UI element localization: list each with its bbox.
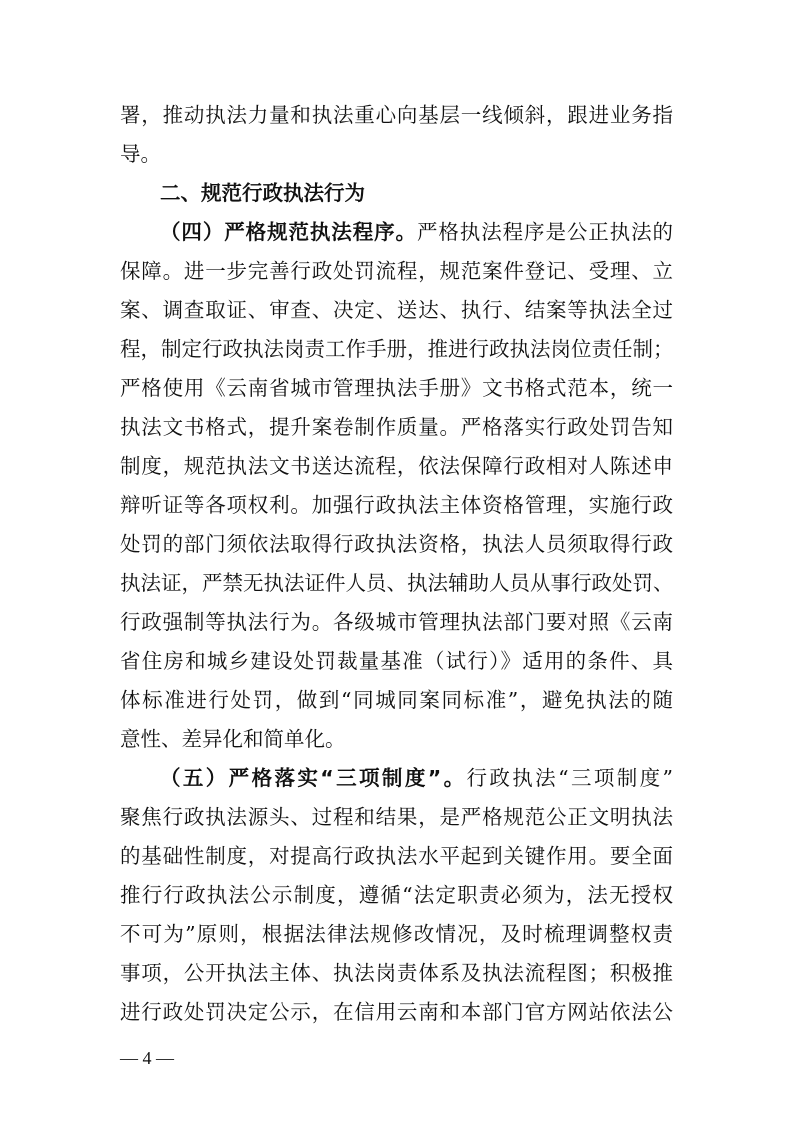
text-line: 省住房和城乡建设处罚裁量基准（试行）》适用的条件、具 (120, 649, 673, 673)
text-line: 事项，公开执法主体、执法岗责体系及执法流程图；积极推 (120, 961, 673, 985)
text-line: 执法文书格式，提升案卷制作质量。严格落实行政处罚告知 (120, 415, 673, 439)
text-line: 意性、差异化和简单化。 (120, 727, 346, 751)
text-line: 行政执法“三项制度” (466, 766, 673, 790)
text-line: 体标准进行处罚，做到“同城同案同标准”，避免执法的随 (120, 688, 673, 712)
text-line: 严格使用《云南省城市管理执法手册》文书格式范本，统一 (120, 376, 673, 400)
text-line: 不可为”原则，根据法律法规修改情况，及时梳理调整权责 (120, 922, 673, 946)
text-line: 署，推动执法力量和执法重心向基层一线倾斜，跟进业务指 (120, 103, 673, 127)
text-line: 进行政处罚决定公示，在信用云南和本部门官方网站依法公 (120, 1000, 673, 1024)
text-line: 执法证，严禁无执法证件人员、执法辅助人员从事行政处罚、 (120, 571, 674, 595)
text-line: 聚焦行政执法源头、过程和结果，是严格规范公正文明执法 (120, 805, 673, 829)
text-line: 的基础性制度，对提高行政执法水平起到关键作用。要全面 (120, 844, 673, 868)
text-line: 辩听证等各项权利。加强行政执法主体资格管理，实施行政 (120, 493, 673, 517)
paragraph-4-start (160, 218, 673, 246)
text-line: 程，制定行政执法岗责工作手册，推进行政执法岗位责任制； (120, 337, 674, 361)
text-line: 严格执法程序是公正执法的 (416, 220, 674, 244)
paragraph-4-heading: （四）严格规范执法程序。 (160, 220, 417, 244)
text-line: 处罚的部门须依法取得行政执法资格，执法人员须取得行政 (120, 532, 673, 556)
paragraph-5-start (160, 764, 673, 792)
text-line: 保障。进一步完善行政处罚流程，规范案件登记、受理、立 (120, 259, 673, 283)
section-heading: 二、规范行政执法行为 (160, 181, 365, 205)
text-line: 行政强制等执法行为。各级城市管理执法部门要对照《云南 (120, 610, 673, 634)
text-line: 推行行政执法公示制度，遵循“法定职责必须为，法无授权 (120, 883, 673, 907)
text-line: 案、调查取证、审查、决定、送达、执行、结案等执法全过 (120, 298, 673, 322)
paragraph-5-heading: （五）严格落实“三项制度”。 (160, 766, 467, 790)
text-line: 制度，规范执法文书送达流程，依法保障行政相对人陈述申 (120, 454, 673, 478)
page-number: — 4 — (120, 1048, 174, 1068)
text-line: 导。 (120, 142, 161, 166)
